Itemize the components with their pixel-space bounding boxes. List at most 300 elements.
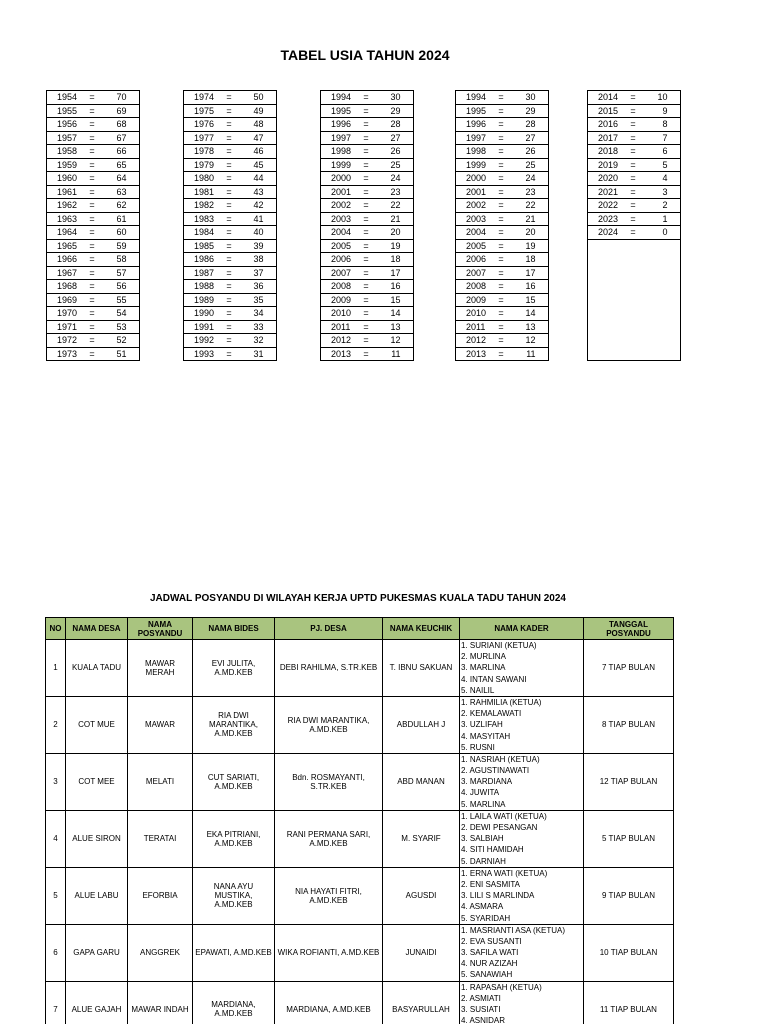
age-table-3: [320, 90, 414, 361]
age-table-2: [183, 90, 277, 361]
age-value: 60: [103, 226, 139, 240]
birth-year: 2009: [456, 293, 491, 307]
cadre-list: [460, 924, 584, 981]
age-value: 57: [103, 266, 139, 280]
birth-year: 1995: [321, 104, 356, 118]
birth-year: 1991: [184, 320, 219, 334]
age-value: 51: [103, 347, 139, 361]
village-name: ALUE GAJAH: [66, 981, 128, 1024]
birth-year: 1977: [184, 131, 219, 145]
age-table-1: [46, 90, 140, 361]
cadre-item: 4. SITI HAMIDAH: [461, 845, 524, 855]
birth-year: 1987: [184, 266, 219, 280]
age-value: 56: [103, 280, 139, 294]
village-head: JUNAIDI: [383, 924, 460, 981]
age-value: 4: [644, 172, 680, 186]
birth-year: 1967: [47, 266, 82, 280]
schedule-header-cell: NAMA KEUCHIK: [383, 618, 460, 640]
equals-sign: =: [490, 172, 512, 186]
birth-year: 2000: [456, 172, 491, 186]
cadre-list: [460, 753, 584, 810]
posyandu-date: 8 TIAP BULAN: [584, 696, 674, 753]
age-row: [588, 158, 681, 172]
birth-year: 1994: [456, 91, 491, 105]
equals-sign: =: [622, 199, 644, 213]
age-value: 65: [103, 158, 139, 172]
village-head: ABD MANAN: [383, 753, 460, 810]
equals-sign: =: [81, 320, 103, 334]
birth-year: 1994: [321, 91, 356, 105]
equals-sign: =: [490, 104, 512, 118]
birth-year: 1984: [184, 226, 219, 240]
age-row: [184, 334, 277, 348]
age-row: [456, 293, 549, 307]
age-row: [47, 212, 140, 226]
birth-year: 1964: [47, 226, 82, 240]
age-value: 14: [377, 307, 413, 321]
equals-sign: =: [490, 131, 512, 145]
age-value: 64: [103, 172, 139, 186]
birth-year: 2007: [456, 266, 491, 280]
equals-sign: =: [218, 118, 240, 132]
age-row: [456, 320, 549, 334]
equals-sign: =: [355, 253, 377, 267]
cadre-item: 4. ASMARA: [461, 902, 504, 912]
page-title: TABEL USIA TAHUN 2024: [280, 47, 450, 63]
equals-sign: =: [81, 199, 103, 213]
equals-sign: =: [218, 131, 240, 145]
equals-sign: =: [218, 347, 240, 361]
cadre-item: 5. RUSNI: [461, 742, 495, 752]
equals-sign: =: [490, 91, 512, 105]
birth-year: 2013: [456, 347, 491, 361]
age-value: 58: [103, 253, 139, 267]
cadre-item: 1. RAHMILIA (KETUA): [461, 697, 542, 707]
age-value: 6: [644, 145, 680, 159]
age-value: 24: [512, 172, 548, 186]
schedule-header-cell: NAMA KADER: [460, 618, 584, 640]
equals-sign: =: [355, 172, 377, 186]
birth-year: 1965: [47, 239, 82, 253]
equals-sign: =: [81, 293, 103, 307]
birth-year: 2003: [321, 212, 356, 226]
age-row: [456, 118, 549, 132]
age-row: [47, 320, 140, 334]
birth-year: 1970: [47, 307, 82, 321]
cadre-item: 5. SANAWIAH: [461, 970, 513, 980]
posyandu-name: MAWAR INDAH: [128, 981, 193, 1024]
birth-year: 2022: [588, 199, 623, 213]
birth-year: 1963: [47, 212, 82, 226]
equals-sign: =: [218, 199, 240, 213]
age-row: [456, 91, 549, 105]
row-number: 4: [46, 810, 66, 867]
age-row: [321, 131, 414, 145]
age-row: [588, 212, 681, 226]
age-row: [184, 320, 277, 334]
age-row: [321, 91, 414, 105]
midwife-name: RIA DWI MARANTIKA, A.MD.KEB: [193, 696, 275, 753]
posyandu-date: 7 TIAP BULAN: [584, 640, 674, 697]
midwife-name: EVI JULITA, A.MD.KEB: [193, 640, 275, 697]
age-row: [456, 212, 549, 226]
midwife-name: EKA PITRIANI, A.MD.KEB: [193, 810, 275, 867]
age-value: 46: [240, 145, 276, 159]
age-value: 10: [644, 91, 680, 105]
equals-sign: =: [218, 239, 240, 253]
age-row: [588, 91, 681, 105]
age-row: [184, 253, 277, 267]
age-row: [321, 334, 414, 348]
village-name: COT MEE: [66, 753, 128, 810]
birth-year: 2005: [456, 239, 491, 253]
age-row: [456, 131, 549, 145]
schedule-title: JADWAL POSYANDU DI WILAYAH KERJA UPTD PUKESMAS KUALA TADU TAHUN 2024: [150, 593, 566, 604]
equals-sign: =: [355, 199, 377, 213]
midwife-name: CUT SARIATI, A.MD.KEB: [193, 753, 275, 810]
age-value: 22: [377, 199, 413, 213]
age-value: 30: [512, 91, 548, 105]
village-pj: NIA HAYATI FITRI, A.MD.KEB: [275, 867, 383, 924]
age-row: [456, 239, 549, 253]
age-row: [47, 91, 140, 105]
birth-year: 1954: [47, 91, 82, 105]
age-row: [184, 104, 277, 118]
schedule-header-cell: TANGGAL POSYANDU: [584, 618, 674, 640]
equals-sign: =: [355, 91, 377, 105]
cadre-item: 3. UZLIFAH: [461, 720, 503, 730]
equals-sign: =: [490, 118, 512, 132]
equals-sign: =: [81, 131, 103, 145]
age-row: [47, 185, 140, 199]
birth-year: 1972: [47, 334, 82, 348]
birth-year: 1968: [47, 280, 82, 294]
age-row: [184, 131, 277, 145]
age-row: [456, 185, 549, 199]
equals-sign: =: [622, 131, 644, 145]
equals-sign: =: [81, 91, 103, 105]
birth-year: 2008: [321, 280, 356, 294]
equals-sign: =: [81, 104, 103, 118]
age-row: [588, 104, 681, 118]
age-value: 18: [512, 253, 548, 267]
equals-sign: =: [490, 320, 512, 334]
equals-sign: =: [355, 334, 377, 348]
schedule-header-row: [46, 618, 674, 640]
birth-year: 1955: [47, 104, 82, 118]
age-value: 15: [512, 293, 548, 307]
posyandu-date: 9 TIAP BULAN: [584, 867, 674, 924]
birth-year: 1961: [47, 185, 82, 199]
equals-sign: =: [355, 266, 377, 280]
age-value: 21: [377, 212, 413, 226]
schedule-row: [46, 981, 674, 1024]
age-row: [184, 307, 277, 321]
age-value: 12: [377, 334, 413, 348]
age-value: 12: [512, 334, 548, 348]
posyandu-name: MELATI: [128, 753, 193, 810]
age-value: 24: [377, 172, 413, 186]
age-value: 19: [377, 239, 413, 253]
equals-sign: =: [355, 131, 377, 145]
village-name: KUALA TADU: [66, 640, 128, 697]
equals-sign: =: [622, 104, 644, 118]
cadre-item: 1. RAPASAH (KETUA): [461, 982, 542, 992]
cadre-list: [460, 696, 584, 753]
age-value: 45: [240, 158, 276, 172]
age-value: 40: [240, 226, 276, 240]
posyandu-name: MAWAR MERAH: [128, 640, 193, 697]
age-value: 69: [103, 104, 139, 118]
age-value: 15: [377, 293, 413, 307]
equals-sign: =: [622, 172, 644, 186]
birth-year: 2007: [321, 266, 356, 280]
age-value: 28: [377, 118, 413, 132]
age-row: [321, 266, 414, 280]
village-pj: DEBI RAHILMA, S.TR.KEB: [275, 640, 383, 697]
age-value: 23: [377, 185, 413, 199]
cadre-item: 3. SUSIATI: [461, 1005, 501, 1014]
equals-sign: =: [81, 158, 103, 172]
cadre-item: 3. MARLINA: [461, 663, 506, 673]
cadre-item: 3. MARDIANA: [461, 777, 513, 787]
age-value: 25: [377, 158, 413, 172]
age-row: [321, 293, 414, 307]
cadre-item: 2. MURLINA: [461, 652, 506, 662]
row-number: 3: [46, 753, 66, 810]
age-row: [184, 91, 277, 105]
age-row: [321, 307, 414, 321]
equals-sign: =: [355, 145, 377, 159]
birth-year: 2006: [456, 253, 491, 267]
birth-year: 2001: [456, 185, 491, 199]
equals-sign: =: [490, 347, 512, 361]
age-row: [321, 104, 414, 118]
birth-year: 1978: [184, 145, 219, 159]
schedule-row: [46, 810, 674, 867]
birth-year: 2012: [456, 334, 491, 348]
age-row: [184, 145, 277, 159]
age-row: [47, 145, 140, 159]
birth-year: 1983: [184, 212, 219, 226]
age-row: [184, 266, 277, 280]
equals-sign: =: [218, 145, 240, 159]
birth-year: 1957: [47, 131, 82, 145]
age-row: [184, 118, 277, 132]
age-row: [456, 280, 549, 294]
age-value: 35: [240, 293, 276, 307]
village-pj: MARDIANA, A.MD.KEB: [275, 981, 383, 1024]
equals-sign: =: [490, 239, 512, 253]
equals-sign: =: [81, 347, 103, 361]
birth-year: 2003: [456, 212, 491, 226]
birth-year: 1976: [184, 118, 219, 132]
cadre-item: 4. NUR AZIZAH: [461, 959, 518, 969]
birth-year: 1974: [184, 91, 219, 105]
equals-sign: =: [355, 347, 377, 361]
equals-sign: =: [81, 145, 103, 159]
birth-year: 1971: [47, 320, 82, 334]
age-row: [321, 172, 414, 186]
age-value: 20: [377, 226, 413, 240]
cadre-item: 2. KEMALAWATI: [461, 709, 522, 719]
equals-sign: =: [355, 118, 377, 132]
birth-year: 2014: [588, 91, 623, 105]
birth-year: 1999: [321, 158, 356, 172]
birth-year: 1997: [321, 131, 356, 145]
birth-year: 2001: [321, 185, 356, 199]
age-row: [456, 253, 549, 267]
age-value: 16: [377, 280, 413, 294]
birth-year: 2002: [321, 199, 356, 213]
midwife-name: EPAWATI, A.MD.KEB: [193, 924, 275, 981]
cadre-item: 2. ASMIATI: [461, 993, 501, 1003]
equals-sign: =: [218, 293, 240, 307]
age-row: [588, 131, 681, 145]
cadre-item: 5. DARNIAH: [461, 856, 506, 866]
equals-sign: =: [355, 307, 377, 321]
age-row: [321, 212, 414, 226]
equals-sign: =: [355, 104, 377, 118]
schedule-table: [45, 617, 674, 1024]
age-row: [456, 199, 549, 213]
equals-sign: =: [81, 253, 103, 267]
birth-year: 1985: [184, 239, 219, 253]
birth-year: 2017: [588, 131, 623, 145]
birth-year: 2018: [588, 145, 623, 159]
birth-year: 1997: [456, 131, 491, 145]
age-row: [456, 266, 549, 280]
age-row: [456, 172, 549, 186]
equals-sign: =: [622, 118, 644, 132]
age-value: 34: [240, 307, 276, 321]
age-value: 42: [240, 199, 276, 213]
age-row: [184, 172, 277, 186]
age-value: 47: [240, 131, 276, 145]
birth-year: 1998: [456, 145, 491, 159]
age-row: [184, 212, 277, 226]
village-pj: WIKA ROFIANTI, A.MD.KEB: [275, 924, 383, 981]
equals-sign: =: [622, 212, 644, 226]
age-row: [588, 226, 681, 240]
age-row: [47, 280, 140, 294]
birth-year: 2005: [321, 239, 356, 253]
village-pj: Bdn. ROSMAYANTI, S.TR.KEB: [275, 753, 383, 810]
age-row: [321, 253, 414, 267]
posyandu-date: 11 TIAP BULAN: [584, 981, 674, 1024]
equals-sign: =: [218, 226, 240, 240]
equals-sign: =: [355, 212, 377, 226]
cadre-item: 4. ASNIDAR: [461, 1016, 506, 1024]
age-value: 13: [512, 320, 548, 334]
cadre-item: 1. ERNA WATI (KETUA): [461, 868, 548, 878]
birth-year: 2004: [321, 226, 356, 240]
age-row: [456, 145, 549, 159]
age-row: [47, 307, 140, 321]
cadre-item: 5. SYARIDAH: [461, 913, 511, 923]
cadre-item: 4. JUWITA: [461, 788, 500, 798]
age-value: 5: [644, 158, 680, 172]
equals-sign: =: [81, 185, 103, 199]
age-row: [47, 172, 140, 186]
birth-year: 1989: [184, 293, 219, 307]
age-value: 38: [240, 253, 276, 267]
posyandu-date: 10 TIAP BULAN: [584, 924, 674, 981]
cadre-item: 5. MARLINA: [461, 799, 506, 809]
posyandu-date: 12 TIAP BULAN: [584, 753, 674, 810]
age-row: [321, 185, 414, 199]
equals-sign: =: [622, 91, 644, 105]
age-value: 28: [512, 118, 548, 132]
age-row: [47, 226, 140, 240]
birth-year: 2011: [456, 320, 491, 334]
age-value: 9: [644, 104, 680, 118]
village-name: COT MUE: [66, 696, 128, 753]
age-row: [47, 266, 140, 280]
age-row: [47, 239, 140, 253]
midwife-name: NANA AYU MUSTIKA, A.MD.KEB: [193, 867, 275, 924]
age-row: [184, 347, 277, 361]
village-head: BASYARULLAH: [383, 981, 460, 1024]
age-value: 70: [103, 91, 139, 105]
cadre-list: [460, 810, 584, 867]
equals-sign: =: [490, 145, 512, 159]
birth-year: 1982: [184, 199, 219, 213]
birth-year: 1979: [184, 158, 219, 172]
age-row: [456, 158, 549, 172]
age-value: 18: [377, 253, 413, 267]
cadre-list: [460, 640, 584, 697]
age-row: [588, 118, 681, 132]
age-value: 20: [512, 226, 548, 240]
equals-sign: =: [490, 212, 512, 226]
age-value: 14: [512, 307, 548, 321]
age-row: [321, 280, 414, 294]
equals-sign: =: [218, 280, 240, 294]
age-value: 59: [103, 239, 139, 253]
age-value: 11: [512, 347, 548, 361]
age-value: 66: [103, 145, 139, 159]
age-row: [456, 347, 549, 361]
schedule-header-cell: PJ. DESA: [275, 618, 383, 640]
posyandu-name: TERATAI: [128, 810, 193, 867]
cadre-item: 3. LILI S MARLINDA: [461, 891, 535, 901]
age-row: [184, 293, 277, 307]
age-row: [184, 280, 277, 294]
row-number: 5: [46, 867, 66, 924]
birth-year: 1996: [456, 118, 491, 132]
equals-sign: =: [622, 226, 644, 240]
birth-year: 2016: [588, 118, 623, 132]
birth-year: 1960: [47, 172, 82, 186]
birth-year: 2021: [588, 185, 623, 199]
birth-year: 1981: [184, 185, 219, 199]
equals-sign: =: [490, 307, 512, 321]
age-value: 29: [512, 104, 548, 118]
cadre-item: 2. EVA SUSANTI: [461, 936, 522, 946]
birth-year: 2010: [456, 307, 491, 321]
equals-sign: =: [218, 104, 240, 118]
row-number: 1: [46, 640, 66, 697]
age-row: [456, 307, 549, 321]
birth-year: 1962: [47, 199, 82, 213]
schedule-header-cell: NAMA POSYANDU: [128, 618, 193, 640]
equals-sign: =: [81, 226, 103, 240]
age-value: 17: [512, 266, 548, 280]
midwife-name: MARDIANA, A.MD.KEB: [193, 981, 275, 1024]
schedule-header-cell: NO: [46, 618, 66, 640]
village-head: ABDULLAH J: [383, 696, 460, 753]
